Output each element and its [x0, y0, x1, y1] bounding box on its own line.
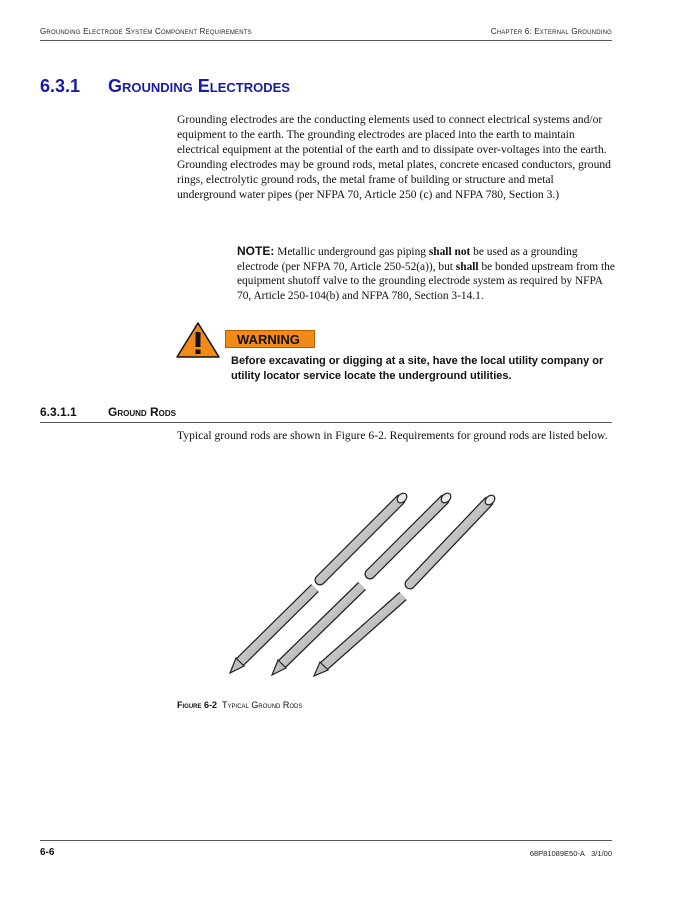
ground-rods-figure — [220, 490, 510, 680]
warning-text: Before excavating or digging at a site, have the local utility company or utility locator service locate the underground utilities. — [231, 355, 604, 382]
doc-id: 68P81089E50-A — [529, 849, 585, 858]
warning-triangle-icon — [176, 322, 220, 358]
figure-label: Figure 6-2 — [177, 700, 218, 710]
note-bold-1: shall not — [428, 246, 471, 258]
subsection-rule — [40, 422, 612, 423]
note-block — [237, 244, 615, 303]
note-text-2: be used as a grounding electrode (per NFPA 70, Article 250-52(a)), but — [237, 246, 578, 273]
footer-rule — [40, 840, 612, 841]
warning-label: WARNING — [225, 330, 315, 348]
ground-rod-2 — [272, 491, 453, 675]
ground-rod-3 — [314, 493, 497, 676]
running-header-left: Grounding Electrode System Component Requirements — [40, 27, 252, 36]
note-text-1: Metallic underground gas piping — [274, 246, 429, 258]
section-paragraph: Grounding electrodes are the conducting elements used to connect electrical systems and/or equipment to the earth. The grounding electrodes are placed into the earth to maintain electrical equipment at the potential of the earth and to dissipate over-voltages into the earth. Grounding electrodes may be ground rods, metal plates, concrete encased conductors, ground rings, electrolytic ground rods, the metal frame of building or structure and metal underground water pipes (per NFPA 70, Article 250 (c) and NFPA 780, Section 3.) — [177, 113, 611, 201]
doc-date: 3/1/00 — [591, 849, 612, 858]
ground-rod-1 — [230, 491, 409, 673]
note-text-3: be bonded upstream from the equipment shutoff valve to the grounding electrode system as required by NFPA 70, Article 250-104(b) and NFPA 780, Section 3-14.1. — [237, 260, 615, 302]
header-rule — [40, 40, 612, 41]
section-title: Grounding Electrodes — [108, 76, 290, 96]
footer-doc-info — [530, 849, 612, 858]
figure-caption — [177, 700, 302, 710]
subsection-title: Ground Rods — [108, 405, 177, 419]
page-number: 6-6 — [40, 847, 55, 858]
subsection-number: 6.3.1.1 — [40, 405, 77, 419]
running-header-right: Chapter 6: External Grounding — [490, 27, 612, 36]
subsection-paragraph: Typical ground rods are shown in Figure 6-2. Requirements for ground rods are listed below. — [177, 429, 608, 442]
section-number: 6.3.1 — [40, 76, 81, 96]
figure-title: Typical Ground Rods — [222, 700, 303, 710]
note-bold-2: shall — [455, 260, 479, 273]
note-label: NOTE: — [237, 244, 275, 258]
